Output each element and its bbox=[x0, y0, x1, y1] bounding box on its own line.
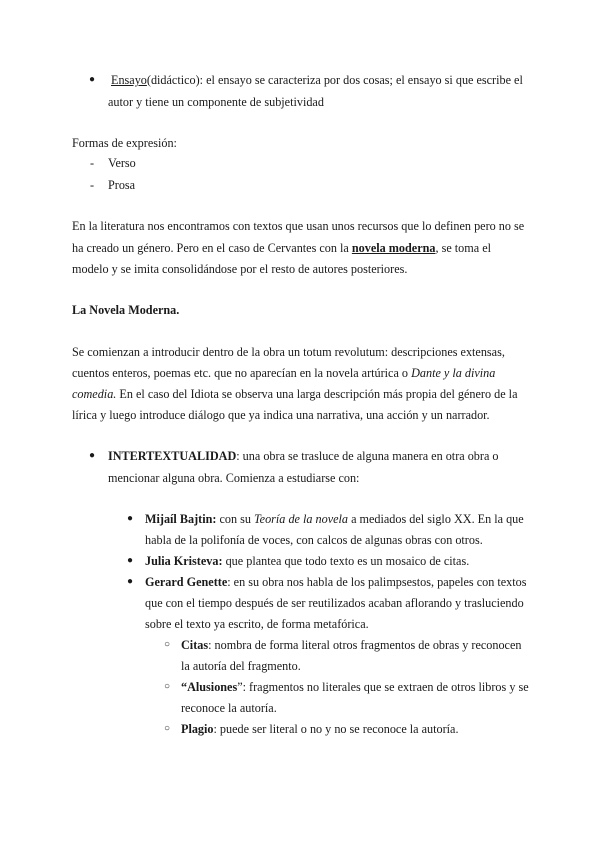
intertext-line-2: mencionar alguna obra. Comienza a estudiarse con: bbox=[108, 471, 360, 485]
alusiones-line-2: reconoce la autoría. bbox=[181, 701, 277, 715]
plagio-line: Plagio: puede ser literal o no y no se reconoce la autoría. bbox=[181, 722, 459, 736]
intro-line-1: En la literatura nos encontramos con textos que usan unos recursos que lo definen pero no se bbox=[72, 219, 525, 233]
novela-line-2: cuentos enteros, poemas etc. que no aparecían en la novela artúrica o Dante y la divina bbox=[72, 366, 496, 380]
dash-icon: - bbox=[90, 178, 95, 192]
ensayo-line-2: autor y tiene un componente de subjetividad bbox=[108, 95, 324, 109]
hollow-bullet-icon: ○ bbox=[164, 639, 171, 650]
formas-heading: Formas de expresión: bbox=[72, 136, 177, 150]
novela-line-3: comedia. En el caso del Idiota se observa una larga descripción más propia del género de la bbox=[72, 387, 518, 401]
section-title: La Novela Moderna. bbox=[72, 303, 180, 317]
filled-bullet-icon: ● bbox=[89, 450, 96, 461]
filled-bullet-icon: ● bbox=[127, 576, 134, 587]
citas-line-2: la autoría del fragmento. bbox=[181, 659, 301, 673]
hollow-bullet-icon: ○ bbox=[164, 723, 171, 734]
novela-line-4: lírica y luego introduce diálogo que ya indica una narrativa, una acción y un narrador. bbox=[72, 408, 490, 422]
intro-line-3: modelo y se imita consolidándose por el resto de autores posteriores. bbox=[72, 262, 408, 276]
intertext-line-1: INTERTEXTUALIDAD: una obra se trasluce de alguna manera en otra obra o bbox=[108, 449, 499, 463]
kristeva-line: Julia Kristeva: que plantea que todo texto es un mosaico de citas. bbox=[145, 554, 470, 568]
bajtin-line-1: Mijaíl Bajtin: con su Teoría de la novela a mediados del siglo XX. En la que bbox=[145, 512, 524, 526]
genette-line-1: Gerard Genette: en su obra nos habla de los palimpsestos, papeles con textos bbox=[145, 575, 527, 589]
formas-item-verso: Verso bbox=[108, 156, 136, 170]
alusiones-line-1: “Alusiones”: fragmentos no literales que se extraen de otros libros y se bbox=[181, 680, 529, 694]
novela-moderna-term: novela moderna bbox=[351, 241, 436, 255]
intertext-term: INTERTEXTUALIDAD bbox=[108, 449, 237, 463]
citas-line-1: Citas: nombra de forma literal otros fragmentos de obras y reconocen bbox=[181, 638, 522, 652]
hollow-bullet-icon: ○ bbox=[164, 681, 171, 692]
bajtin-line-2: habla de la polifonía de voces, con calcos de algunas obras con otros. bbox=[145, 533, 483, 547]
genette-line-3: sobre el texto ya escrito, de forma metafórica. bbox=[145, 617, 369, 631]
ensayo-line-1: Ensayo(didáctico): el ensayo se caracteriza por dos cosas; el ensayo si que escribe el bbox=[111, 73, 523, 87]
dash-icon: - bbox=[90, 156, 95, 170]
intro-line-2: ha creado un género. Pero en el caso de Cervantes con la novela moderna, se toma el bbox=[72, 241, 491, 255]
filled-bullet-icon: ● bbox=[127, 555, 134, 566]
formas-item-prosa: Prosa bbox=[108, 178, 136, 192]
ensayo-term: Ensayo bbox=[111, 73, 147, 87]
novela-line-1: Se comienzan a introducir dentro de la obra un totum revolutum: descripciones extensas, bbox=[72, 345, 505, 359]
genette-line-2: que con el tiempo después de ser reutilizados acaban aflorando y trasluciendo bbox=[145, 596, 524, 610]
filled-bullet-icon: ● bbox=[89, 74, 96, 85]
filled-bullet-icon: ● bbox=[127, 513, 134, 524]
